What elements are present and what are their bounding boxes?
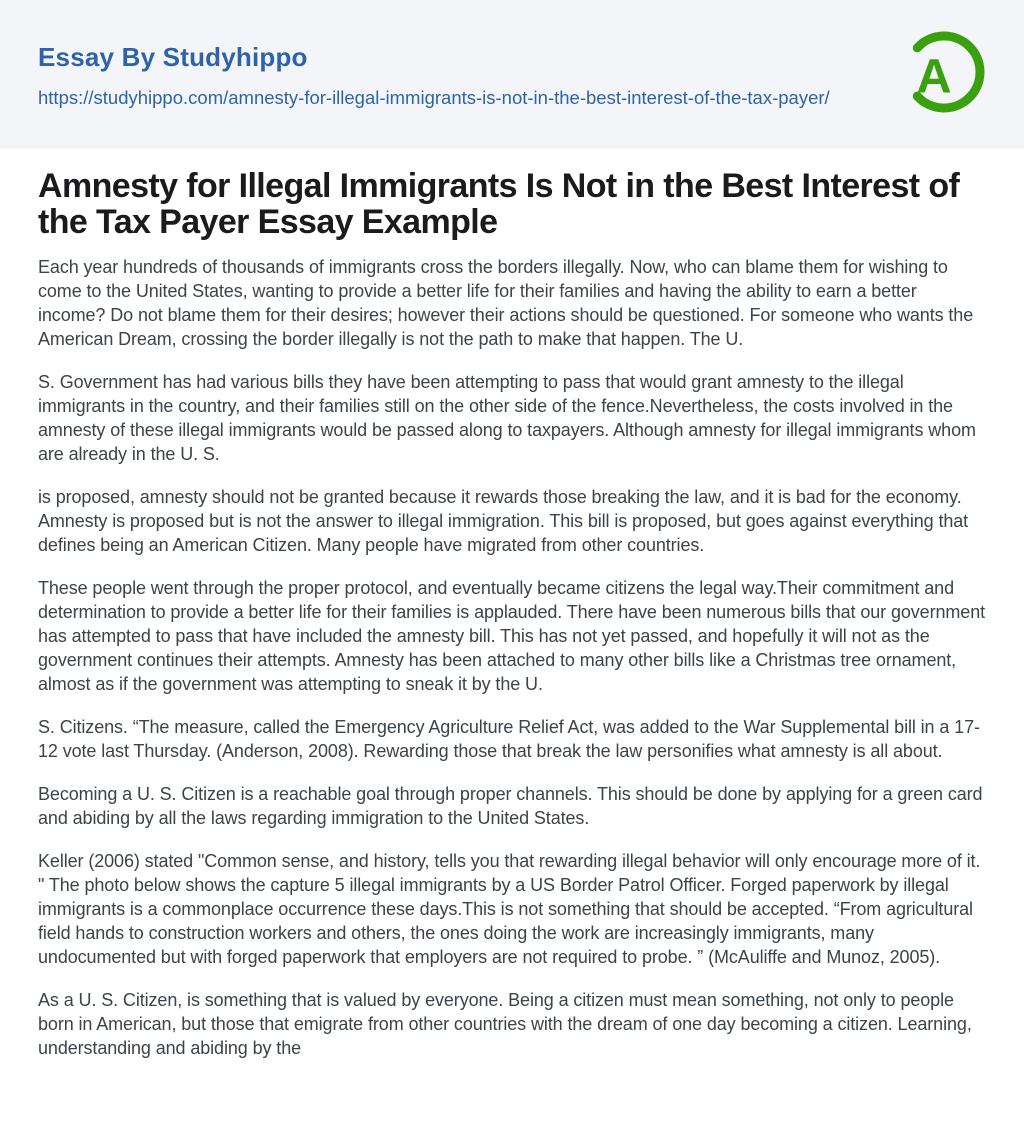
studyhippo-logo (899, 27, 989, 117)
essay-paragraph: As a U. S. Citizen, is something that is valued by everyone. Being a citizen must mean something, not only to people born in American, but those that emigrate from other countries with the dream of one day becoming a citizen. Learning, understanding and abiding by the (38, 990, 972, 1058)
essay-paragraph: Becoming a U. S. Citizen is a reachable goal through proper channels. This should be done by applying for a green card and abiding by all the laws regarding immigration to the United States. (38, 784, 983, 828)
source-url-link[interactable]: https://studyhippo.com/amnesty-for-illegal-immigrants-is-not-in-the-best-interest-of-the-tax-payer/ (38, 87, 830, 108)
essay-content (0, 149, 1024, 1060)
page-header (0, 0, 1024, 149)
essay-title: Amnesty for Illegal Immigrants Is Not in the Best Interest of the Tax Payer Essay Example (38, 167, 960, 241)
essay-paragraph: S. Government has had various bills they have been attempting to pass that would grant amnesty to the illegal immigrants in the country, and their families still on the other side of the fence.Nevertheless, the costs involved in the amnesty of these illegal immigrants would be passed along to taxpayers. Although amnesty for illegal immigrants whom are already in the U. S. (38, 372, 976, 464)
logo-letter: A (916, 49, 952, 104)
essay-body (38, 255, 986, 1060)
essay-paragraph: These people went through the proper protocol, and eventually became citizens the legal way.Their commitment and determination to provide a better life for their families is applauded. There have been numerous bills that our government has attempted to pass that have included the amnesty bill. This has not yet passed, and hopefully it will not as the government continues their attempts. Amnesty has been attached to many other bills like a Christmas tree ornament, almost as if the government was attempting to sneak it by the U. (38, 578, 986, 694)
essay-paragraph: S. Citizens. “The measure, called the Emergency Agriculture Relief Act, was added to the War Supplemental bill in a 17-12 vote last Thursday. (Anderson, 2008). Rewarding those that break the law personifies what amnesty is all about. (38, 717, 980, 761)
byline-heading: Essay By Studyhippo (38, 42, 308, 72)
essay-paragraph: is proposed, amnesty should not be granted because it rewards those breaking the law, and it is bad for the economy. Amnesty is proposed but is not the answer to illegal immigration. This bill is proposed, but goes against everything that defines being an American Citizen. Many people have migrated from other countries. (38, 487, 969, 555)
essay-paragraph: Keller (2006) stated "Common sense, and history, tells you that rewarding illegal behavior will only encourage more of it. " The photo below shows the capture 5 illegal immigrants by a US Border Patrol Officer. Forged paperwork by illegal immigrants is a commonplace occurrence these days.This is not something that should be accepted. “From agricultural field hands to construction workers and others, the ones doing the work are increasingly immigrants, many undocumented but with forged paperwork that employers are not required to probe. ” (McAuliffe and Munoz, 2005). (38, 851, 981, 967)
open-circle-a-icon (899, 27, 989, 117)
essay-paragraph: Each year hundreds of thousands of immigrants cross the borders illegally. Now, who can blame them for wishing to come to the United States, wanting to provide a better life for their families and having the ability to earn a better income? Do not blame them for their desires; however their actions should be questioned. For someone who wants the American Dream, crossing the border illegally is not the path to make that happen. The U. (38, 257, 974, 349)
